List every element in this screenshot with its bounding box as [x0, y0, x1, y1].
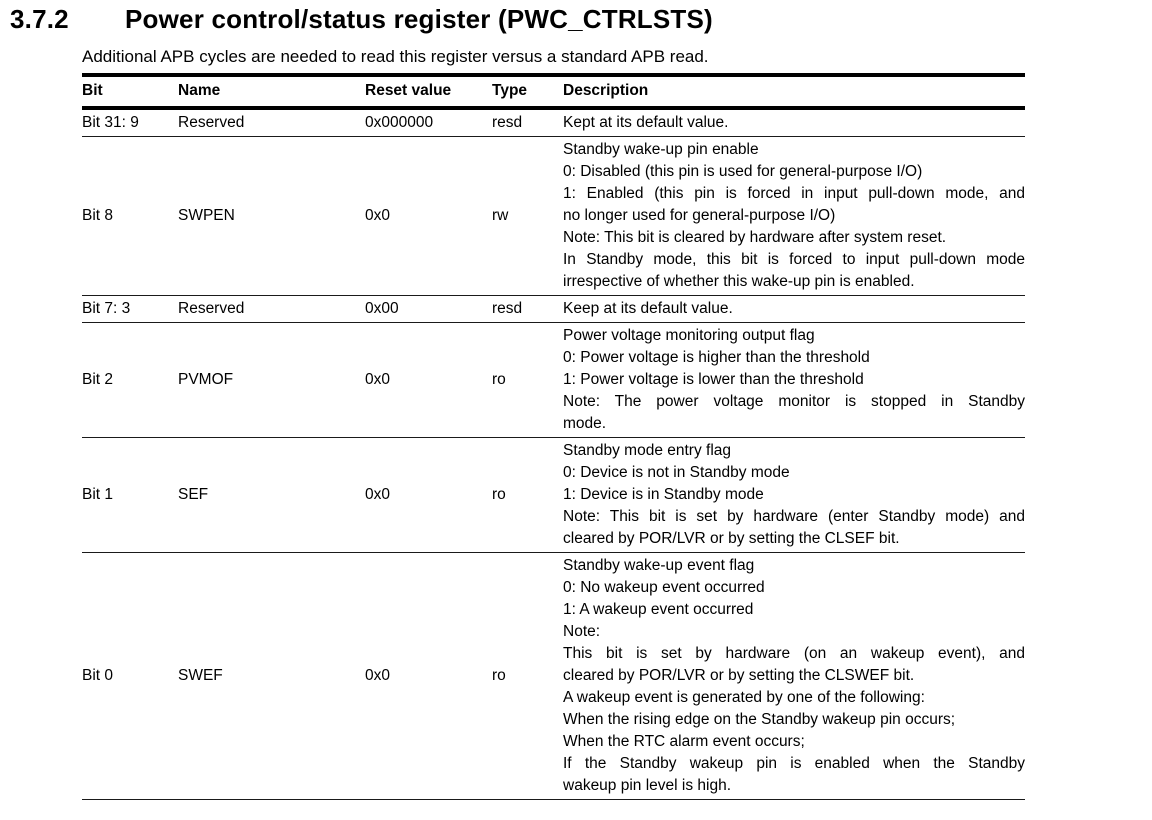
description-line: 1: Power voltage is lower than the threshold — [563, 371, 864, 388]
description-line: When the rising edge on the Standby wakeup pin occurs; — [563, 711, 956, 728]
description-line: irrespective of whether this wake-up pin is enabled. — [563, 273, 915, 290]
description-line: mode. — [563, 415, 607, 432]
column-header-name: Name — [178, 75, 365, 108]
bit-cell: Bit 1 — [82, 438, 178, 553]
description-line: no longer used for general-purpose I/O) — [563, 207, 836, 224]
type-cell: ro — [492, 553, 563, 800]
description-line: When the RTC alarm event occurs; — [563, 733, 805, 750]
description-line: 1: Enabled (this pin is forced in input pull-down mode, and — [563, 185, 1025, 202]
table-row — [82, 108, 1025, 137]
description-cell — [563, 108, 1025, 137]
description-line: Standby mode entry flag — [563, 442, 732, 459]
description-cell — [563, 323, 1025, 438]
description-line: This bit is set by hardware (on an wakeup event), and — [563, 645, 1025, 662]
description-line: 0: Power voltage is higher than the threshold — [563, 349, 870, 366]
register-table — [82, 73, 1025, 800]
description-cell — [563, 438, 1025, 553]
section-number: 3.7.2 — [10, 4, 69, 34]
table-row — [82, 553, 1025, 800]
description-line: A wakeup event is generated by one of the following: — [563, 689, 925, 706]
description-line: In Standby mode, this bit is forced to input pull-down mode — [563, 251, 1025, 268]
table-header-row — [82, 75, 1025, 108]
reset-value-cell: 0x00 — [365, 296, 492, 323]
description-line: If the Standby wakeup pin is enabled when the Standby — [563, 755, 1025, 772]
reset-value-cell: 0x0 — [365, 137, 492, 296]
bit-cell: Bit 7: 3 — [82, 296, 178, 323]
section-heading — [0, 0, 1152, 35]
reset-value-cell: 0x0 — [365, 438, 492, 553]
name-cell: SEF — [178, 438, 365, 553]
description-line: Note: This bit is cleared by hardware after system reset. — [563, 229, 947, 246]
intro-text: Additional APB cycles are needed to read this register versus a standard APB read. — [82, 47, 709, 66]
bit-cell: Bit 2 — [82, 323, 178, 438]
name-cell: PVMOF — [178, 323, 365, 438]
type-cell: ro — [492, 323, 563, 438]
table-row — [82, 137, 1025, 296]
description-line: wakeup pin level is high. — [563, 777, 732, 794]
description-line: Note: The power voltage monitor is stopped in Standby — [563, 393, 1025, 410]
type-cell: rw — [492, 137, 563, 296]
type-cell: ro — [492, 438, 563, 553]
bit-cell: Bit 8 — [82, 137, 178, 296]
name-cell: Reserved — [178, 108, 365, 137]
description-line: Standby wake-up event flag — [563, 557, 755, 574]
section-title: Power control/status register (PWC_CTRLSTS) — [125, 4, 713, 34]
reset-value-cell: 0x0 — [365, 323, 492, 438]
reset-value-cell: 0x0 — [365, 553, 492, 800]
description-line: Keep at its default value. — [563, 300, 733, 317]
name-cell: SWPEN — [178, 137, 365, 296]
type-cell: resd — [492, 108, 563, 137]
description-line: 0: Disabled (this pin is used for general-purpose I/O) — [563, 163, 923, 180]
description-line: Kept at its default value. — [563, 114, 729, 131]
bit-cell: Bit 31: 9 — [82, 108, 178, 137]
description-line: Standby wake-up pin enable — [563, 141, 759, 158]
column-header-type: Type — [492, 75, 563, 108]
description-line: 0: Device is not in Standby mode — [563, 464, 790, 481]
column-header-reset-value: Reset value — [365, 75, 492, 108]
description-cell — [563, 137, 1025, 296]
column-header-bit: Bit — [82, 75, 178, 108]
description-line: Note: This bit is set by hardware (enter Standby mode) and — [563, 508, 1025, 525]
name-cell: SWEF — [178, 553, 365, 800]
description-line: 1: A wakeup event occurred — [563, 601, 754, 618]
column-header-description: Description — [563, 75, 1025, 108]
description-line: Power voltage monitoring output flag — [563, 327, 815, 344]
type-cell: resd — [492, 296, 563, 323]
description-line: Note: — [563, 623, 601, 640]
description-cell — [563, 296, 1025, 323]
table-row — [82, 323, 1025, 438]
table-row — [82, 296, 1025, 323]
table-row — [82, 438, 1025, 553]
reset-value-cell: 0x000000 — [365, 108, 492, 137]
bit-cell: Bit 0 — [82, 553, 178, 800]
description-cell — [563, 553, 1025, 800]
description-line: cleared by POR/LVR or by setting the CLSWEF bit. — [563, 667, 915, 684]
description-line: 0: No wakeup event occurred — [563, 579, 765, 596]
name-cell: Reserved — [178, 296, 365, 323]
description-line: 1: Device is in Standby mode — [563, 486, 764, 503]
description-line: cleared by POR/LVR or by setting the CLSEF bit. — [563, 530, 900, 547]
